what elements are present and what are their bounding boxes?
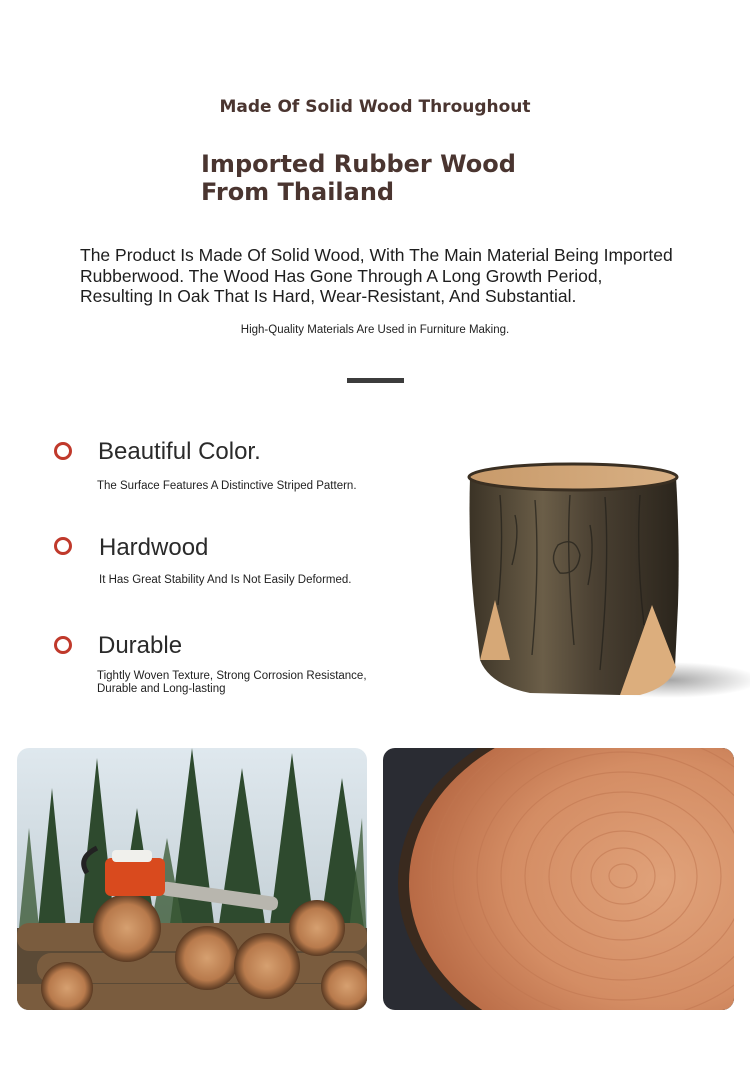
section-divider [347, 378, 404, 383]
eyebrow-title: Made Of Solid Wood Throughout [219, 97, 531, 117]
feature-description: The Surface Features A Distinctive Striped Pattern. [97, 480, 357, 492]
ring-bullet-icon [54, 636, 72, 654]
stump-stool-image [440, 455, 750, 705]
wood-cross-section-image [383, 748, 734, 1010]
materials-caption: High-Quality Materials Are Used in Furniture Making. [240, 324, 510, 336]
forest-logging-image [17, 748, 367, 1010]
feature-description: Tightly Woven Texture, Strong Corrosion Resistance, Durable and Long-lasting [97, 670, 367, 695]
feature-title: Hardwood [99, 534, 209, 561]
ring-bullet-icon [54, 537, 72, 555]
feature-description: It Has Great Stability And Is Not Easily Deformed. [99, 574, 352, 586]
headline: Imported Rubber Wood From Thailand [201, 150, 516, 206]
ring-bullet-icon [54, 442, 72, 460]
feature-title: Durable [98, 632, 183, 659]
feature-title: Beautiful Color. [98, 438, 261, 465]
intro-paragraph: The Product Is Made Of Solid Wood, With The Main Material Being Imported Rubberwood. The Wood Has Gone Through A Long Growth Period, Resulting In Oak That Is Hard, Wear-Resistant, And Substantial. [80, 245, 673, 306]
